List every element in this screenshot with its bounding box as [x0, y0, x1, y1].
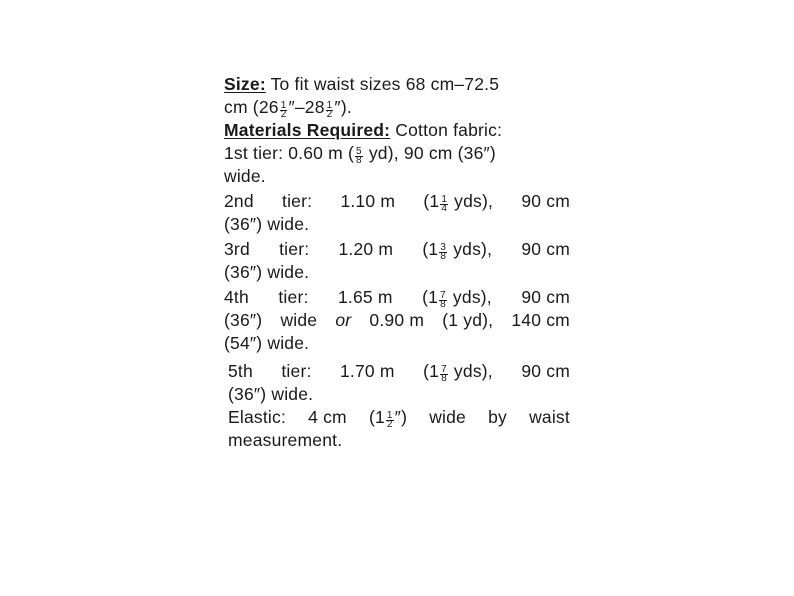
size-line-1	[224, 73, 570, 96]
tier1-text-a: 1st tier: 0.60 m (	[224, 143, 355, 163]
tier-word: tier:	[279, 239, 310, 259]
yards-text-b: yds),	[448, 361, 493, 381]
tier3-wide: (36″) wide.	[224, 262, 310, 282]
fraction-numerator: 1	[441, 193, 448, 205]
fraction	[355, 145, 363, 166]
size-text-c: ″).	[334, 97, 352, 117]
tier-length: 1.65 m	[338, 287, 393, 307]
fraction-numerator: 3	[440, 241, 447, 253]
tier-yards	[422, 286, 492, 309]
fraction-numerator: 1	[326, 99, 333, 111]
fraction-numerator: 7	[441, 363, 447, 375]
tier-word: tier:	[281, 361, 312, 381]
fraction-numerator: 5	[356, 145, 362, 157]
tier-length: 1.20 m	[338, 239, 394, 259]
tier-word: wide	[280, 310, 318, 330]
tier2-wide: (36″) wide.	[224, 214, 310, 234]
fraction-denominator: 2	[386, 418, 393, 430]
fraction-numerator: 7	[440, 289, 446, 301]
fraction	[439, 289, 447, 310]
size-text: To fit waist sizes 68 cm–72.5	[265, 74, 500, 94]
tier-yards	[423, 360, 493, 383]
tier1-line-2	[224, 165, 570, 188]
tier-word: 3rd	[224, 239, 250, 259]
materials-heading: Materials Required:	[224, 120, 391, 140]
tier-word: 5th	[228, 361, 253, 381]
materials-line	[224, 119, 570, 142]
fraction-denominator: 2	[280, 108, 287, 120]
tier5-wide: (36″) wide.	[228, 384, 314, 404]
fraction-denominator: 8	[440, 250, 447, 262]
tier4-line-2	[224, 309, 570, 332]
yards-text-a: (1	[423, 361, 440, 381]
tier3-line-2	[224, 261, 570, 284]
fraction-denominator: 4	[441, 202, 448, 214]
elastic-measurement: measurement.	[228, 430, 343, 450]
size-text-b: ″–28	[288, 97, 325, 117]
elastic-word: waist	[529, 407, 570, 427]
materials-intro: Cotton fabric:	[390, 120, 503, 140]
yards-text-a: (1	[423, 191, 440, 211]
tier-width: 90 cm	[521, 239, 570, 259]
tier-word: 4th	[224, 287, 249, 307]
tier2-line-1	[224, 190, 570, 213]
fraction-numerator: 1	[280, 99, 287, 111]
fraction	[440, 363, 448, 384]
size-line-2	[224, 96, 570, 119]
tier-word: 2nd	[224, 191, 254, 211]
tier4-wide: (54″) wide.	[224, 333, 310, 353]
tier5-line-2	[224, 383, 570, 406]
size-text-a: cm (26	[224, 97, 279, 117]
tier-yards	[422, 238, 492, 261]
elastic-label: Elastic:	[228, 407, 287, 427]
fraction	[326, 99, 334, 120]
alternative-or: or	[335, 310, 352, 330]
size-heading: Size:	[224, 74, 266, 94]
elastic-inches	[369, 406, 407, 429]
fraction-denominator: 2	[326, 108, 333, 120]
tier1-text-b: yd), 90 cm (36″)	[363, 143, 496, 163]
elastic-word: by	[488, 407, 507, 427]
tier-width: 140 cm	[511, 310, 570, 330]
tier-yards	[423, 190, 493, 213]
tier2-line-2	[224, 213, 570, 236]
fraction	[440, 193, 448, 214]
yards-text-b: yds),	[448, 239, 493, 259]
yards-text-a: (1	[422, 287, 439, 307]
tier-width: 90 cm	[521, 361, 570, 381]
yards-text-a: (1	[422, 239, 439, 259]
tier1-line-1	[224, 142, 570, 165]
elastic-width: 4 cm	[308, 407, 347, 427]
tier1-wide: wide.	[224, 166, 266, 186]
tier3-line-1	[224, 238, 570, 261]
tier4-line-3	[224, 332, 570, 355]
inches-text-b: ″)	[394, 407, 408, 427]
fraction-denominator: 8	[441, 372, 447, 384]
elastic-line-2	[224, 429, 570, 452]
tier-width: 90 cm	[521, 191, 570, 211]
inches-text-a: (1	[368, 407, 385, 427]
elastic-word: wide	[429, 407, 466, 427]
tier4-line-1	[224, 286, 570, 309]
fraction-denominator: 8	[356, 154, 362, 166]
fraction	[386, 409, 394, 430]
tier-length: 1.10 m	[340, 191, 396, 211]
tier-word: tier:	[278, 287, 309, 307]
pattern-requirements-text	[224, 73, 570, 452]
fraction	[439, 241, 447, 262]
elastic-line-1	[224, 406, 570, 429]
yards-text-b: yds),	[449, 191, 494, 211]
tier-word: tier:	[282, 191, 313, 211]
tier5-line-1	[224, 360, 570, 383]
tier-length: 0.90 m	[369, 310, 425, 330]
fraction-denominator: 8	[440, 298, 446, 310]
tier-yards: (1 yd),	[442, 310, 494, 330]
tier-length: 1.70 m	[340, 361, 395, 381]
fraction	[280, 99, 288, 120]
yards-text-b: yds),	[447, 287, 492, 307]
tier-width: 90 cm	[521, 287, 570, 307]
fraction-numerator: 1	[386, 409, 393, 421]
tier-word: (36″)	[224, 310, 263, 330]
